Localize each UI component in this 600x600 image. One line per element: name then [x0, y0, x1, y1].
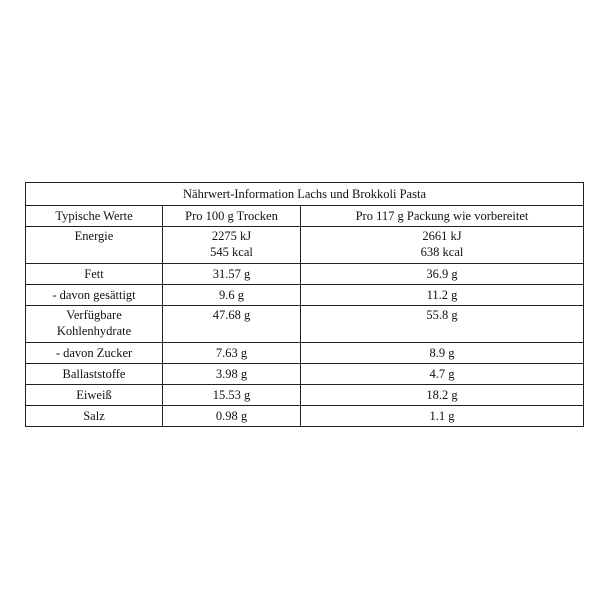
table-row-zucker	[26, 343, 584, 364]
table-row-eiweiss	[26, 385, 584, 406]
per100-value: 15.53 g	[163, 385, 301, 406]
row-label: Eiweiß	[26, 385, 163, 406]
per100-kj: 2275 kJ	[211, 229, 252, 243]
perpack-value	[301, 227, 584, 264]
row-label: Fett	[26, 264, 163, 285]
per100-value	[163, 227, 301, 264]
per100-value: 0.98 g	[163, 406, 301, 427]
per100-value: 9.6 g	[163, 285, 301, 306]
perpack-kj: 2661 kJ	[422, 229, 462, 243]
table-row-fett	[26, 264, 584, 285]
header-per-pack: Pro 117 g Packung wie vorbereitet	[301, 206, 584, 227]
per100-value: 7.63 g	[163, 343, 301, 364]
row-label-line2: Kohlenhydrate	[56, 324, 132, 338]
row-label-line1: Verfügbare	[66, 308, 122, 322]
header-per-100g: Pro 100 g Trocken	[163, 206, 301, 227]
title-row	[26, 183, 584, 206]
header-row	[26, 206, 584, 227]
per100-value: 47.68 g	[163, 306, 301, 343]
perpack-value: 55.8 g	[301, 306, 584, 343]
row-label: Salz	[26, 406, 163, 427]
table-row-energie	[26, 227, 584, 264]
perpack-value: 1.1 g	[301, 406, 584, 427]
perpack-value: 18.2 g	[301, 385, 584, 406]
row-label: - davon Zucker	[26, 343, 163, 364]
row-label: Ballaststoffe	[26, 364, 163, 385]
perpack-value: 4.7 g	[301, 364, 584, 385]
table-row-ballaststoffe	[26, 364, 584, 385]
perpack-value: 36.9 g	[301, 264, 584, 285]
row-label: Energie	[26, 227, 163, 264]
row-label	[26, 306, 163, 343]
nutrition-table	[25, 182, 584, 427]
per100-kcal: 545 kcal	[210, 245, 253, 259]
perpack-kcal: 638 kcal	[420, 245, 464, 259]
table-title: Nährwert-Information Lachs und Brokkoli Pasta	[26, 183, 584, 206]
perpack-value: 8.9 g	[301, 343, 584, 364]
header-typical-values: Typische Werte	[26, 206, 163, 227]
table-row-salz	[26, 406, 584, 427]
perpack-value: 11.2 g	[301, 285, 584, 306]
per100-value: 3.98 g	[163, 364, 301, 385]
table-row-gesaettigt	[26, 285, 584, 306]
row-label: - davon gesättigt	[26, 285, 163, 306]
per100-value: 31.57 g	[163, 264, 301, 285]
table-row-kohlenhydrate	[26, 306, 584, 343]
